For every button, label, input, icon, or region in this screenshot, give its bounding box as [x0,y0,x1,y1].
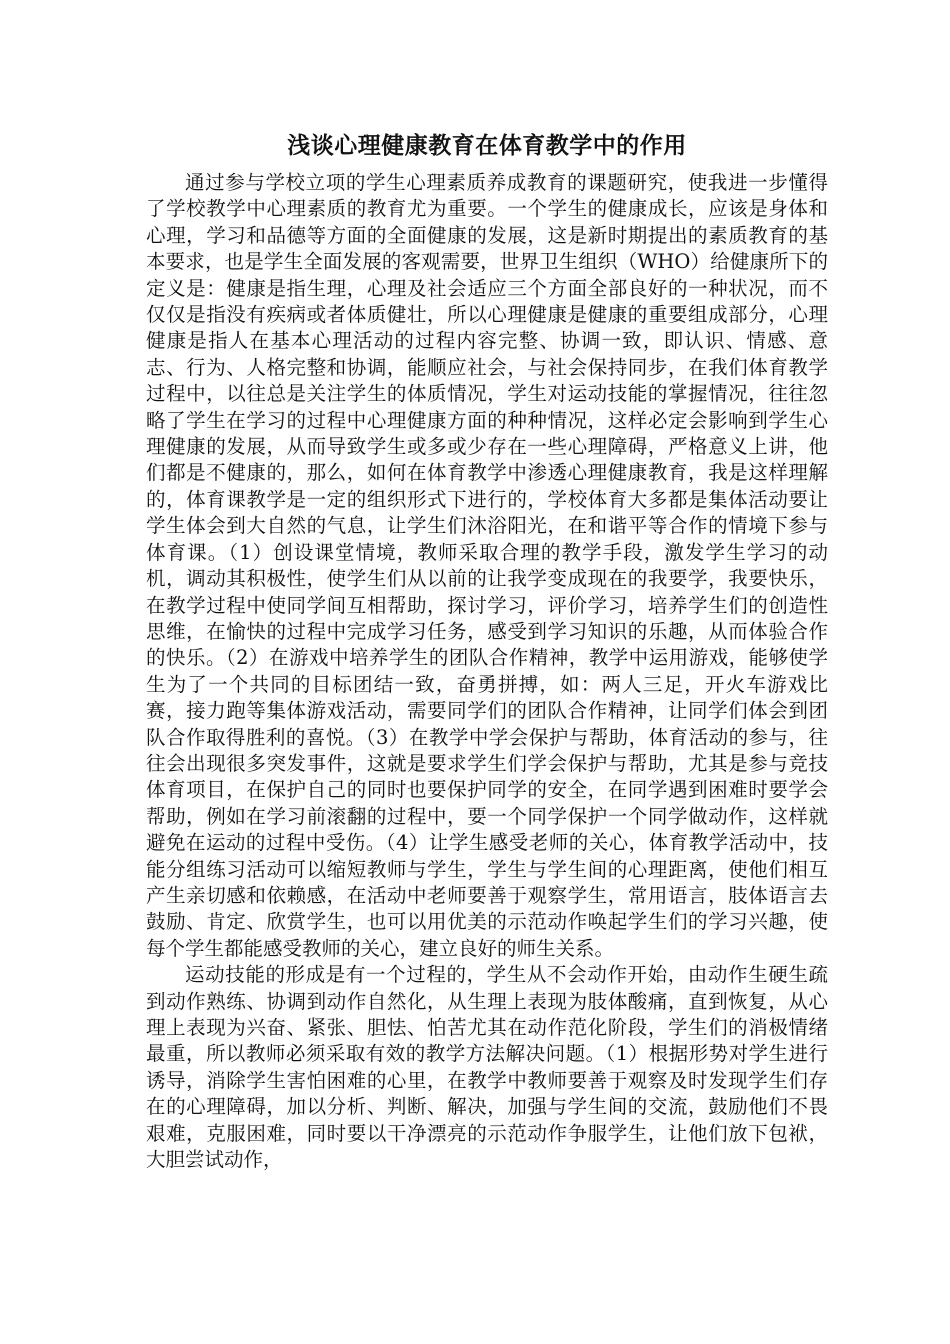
body-paragraph-1: 通过参与学校立项的学生心理素质养成教育的课题研究，使我进一步懂得了学校教学中心理素质的教育尤为重要。一个学生的健康成长，应该是身体和心理，学习和品德等方面的全面健康的发展，这是新时期提出的素质教育的基本要求，也是学生全面发展的客观需要，世界卫生组织（WHO）给健康所下的定义是：健康是指生理，心理及社会适应三个方面全部良好的一种状况，而不仅仅是指没有疾病或者体质健壮，所以心理健康是健康的重要组成部分，心理健康是指人在基本心理活动的过程内容完整、协调一致，即认识、情感、意志、行为、人格完整和协调，能顺应社会，与社会保持同步，在我们体育教学过程中，以往总是关注学生的体质情况，学生对运动技能的掌握情况，往往忽略了学生在学习的过程中心理健康方面的种种情况，这样必定会影响到学生心理健康的发展，从而导致学生或多或少存在一些心理障碍，严格意义上讲，他们都是不健康的，那么，如何在体育教学中渗透心理健康教育，我是这样理解的，体育课教学是一定的组织形式下进行的，学校体育大多都是集体活动要让学生体会到大自然的气息，让学生们沐浴阳光，在和谐平等合作的情境下参与体育课。（1）创设课堂情境，教师采取合理的教学手段，激发学生学习的动机，调动其积极性，使学生们从以前的让我学变成现在的我要学，我要快乐，在教学过程中使同学间互相帮助，探讨学习，评价学习，培养学生们的创造性思维，在愉快的过程中完成学习任务，感受到学习知识的乐趣，从而体验合作的快乐。（2）在游戏中培养学生的团队合作精神，教学中运用游戏，能够使学生为了一个共同的目标团结一致，奋勇拼搏，如：两人三足，开火车游戏比赛，接力跑等集体游戏活动，需要同学们的团队合作精神，让同学们体会到团队合作取得胜利的喜悦。（3）在教学中学会保护与帮助，体育活动的参与，往往会出现很多突发事件，这就是要求学生们学会保护与帮助，尤其是参与竞技体育项目，在保护自己的同时也要保护同学的安全，在同学遇到困难时要学会帮助，例如在学习前滚翻的过程中，要一个同学保护一个同学做动作，这样就避免在运动的过程中受伤。（4）让学生感受老师的关心，体育教学活动中，技能分组练习活动可以缩短教师与学生，学生与学生间的心理距离，使他们相互产生亲切感和依赖感，在活动中老师要善于观察学生，常用语言，肢体语言去鼓励、肯定、欣赏学生，也可以用优美的示范动作唤起学生们的学习兴趣，使每个学生都能感受教师的关心，建立良好的师生关系。 [146,171,828,960]
body-paragraph-2: 运动技能的形成是有一个过程的，学生从不会动作开始，由动作生硬生疏到动作熟练、协调到动作自然化，从生理上表现为肢体酸痛，直到恢复，从心理上表现为兴奋、紧张、胆怯、怕苦尤其在动作范化阶段，学生们的消极情绪最重，所以教师必须采取有效的教学方法解决问题。（1）根据形势对学生进行诱导，消除学生害怕困难的心里，在教学中教师要善于观察及时发现学生们存在的心理障碍，加以分析、判断、解决，加强与学生间的交流，鼓励他们不畏艰难，克服困难，同时要以干净漂亮的示范动作争服学生，让他们放下包袱，大胆尝试动作， [146,963,828,1172]
document-page [146,128,828,1173]
document-title: 浅谈心理健康教育在体育教学中的作用 [287,133,687,159]
